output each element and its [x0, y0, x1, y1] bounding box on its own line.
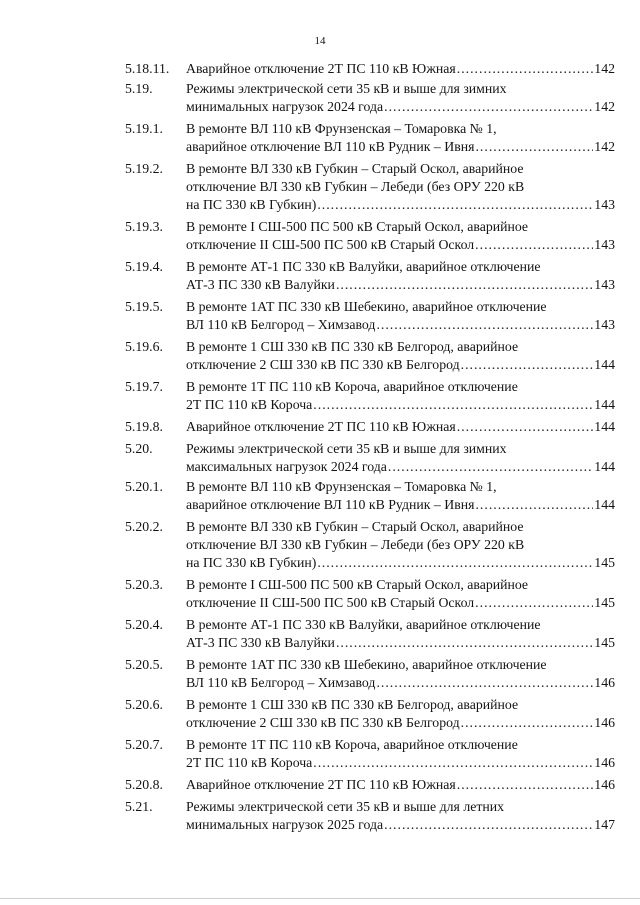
toc-entry-text [186, 418, 615, 436]
toc-entry[interactable] [125, 338, 615, 374]
toc-entry-text [186, 218, 615, 254]
toc-entry-title: В ремонте АТ-1 ПС 330 кВ Валуйки, аварийное отключение [186, 617, 541, 632]
toc-entry-text [186, 60, 615, 78]
toc-entry-title: Аварийное отключение 2Т ПС 110 кВ Южная [186, 777, 456, 792]
toc-entry-line [186, 440, 615, 458]
toc-entry-title: минимальных нагрузок 2024 года [186, 99, 384, 114]
toc-entry-text [186, 378, 615, 414]
toc-entry[interactable] [125, 616, 615, 652]
toc-entry-number: 5.19.8. [125, 419, 163, 434]
toc-leader-dots [336, 276, 593, 294]
toc-entry[interactable] [125, 736, 615, 772]
toc-entry-line [186, 138, 615, 156]
toc-entry-line [186, 634, 615, 652]
toc-entry-number: 5.19. [125, 81, 153, 96]
toc-entry-line [186, 776, 615, 794]
toc-entry[interactable] [125, 776, 615, 794]
toc-leader-dots [461, 714, 594, 732]
toc-entry-number: 5.19.3. [125, 219, 163, 234]
page-number: 14 [314, 35, 326, 47]
toc-leader-dots [376, 674, 593, 692]
toc-entry-line [186, 80, 615, 98]
toc-leader-dots [457, 418, 594, 436]
toc-entry-number: 5.19.6. [125, 339, 163, 354]
toc-entry-line [186, 496, 615, 514]
toc-entry[interactable] [125, 298, 615, 334]
toc-leader-dots [475, 594, 593, 612]
toc-page-number: 144 [594, 459, 615, 474]
toc-entry-title: В ремонте I СШ-500 ПС 500 кВ Старый Оскол, аварийное [186, 577, 529, 592]
toc-entry-line [186, 276, 615, 294]
toc-entry[interactable] [125, 518, 615, 572]
toc-entry-number: 5.19.1. [125, 121, 163, 136]
toc-entry-title: аварийное отключение ВЛ 110 кВ Рудник – Ивня [186, 139, 475, 154]
toc-entry[interactable] [125, 258, 615, 294]
toc-page-number: 146 [594, 675, 615, 690]
toc-entry-number: 5.20.2. [125, 519, 163, 534]
toc-entry-title: В ремонте ВЛ 330 кВ Губкин – Старый Оскол, аварийное [186, 161, 524, 176]
toc-entry-line [186, 60, 615, 78]
toc-page-number: 142 [594, 61, 615, 76]
toc-page-number: 146 [594, 755, 615, 770]
toc-entry[interactable] [125, 418, 615, 436]
toc-entry-line [186, 554, 615, 572]
toc-entry-title: на ПС 330 кВ Губкин) [186, 555, 317, 570]
toc-entry[interactable] [125, 440, 615, 476]
toc-entry-title: отключение 2 СШ 330 кВ ПС 330 кВ Белгород [186, 715, 460, 730]
toc-entry-title: отключение ВЛ 330 кВ Губкин – Лебеди (без ОРУ 220 кВ [186, 179, 525, 194]
toc-entry-line [186, 396, 615, 414]
toc-entry[interactable] [125, 120, 615, 156]
toc-entry-number: 5.19.5. [125, 299, 163, 314]
toc-leader-dots [475, 496, 593, 514]
toc-entry-text [186, 736, 615, 772]
toc-entry-number: 5.20.4. [125, 617, 163, 632]
toc-leader-dots [475, 236, 593, 254]
toc-entry-title: Режимы электрической сети 35 кВ и выше для зимних [186, 441, 507, 456]
toc-entry-text [186, 80, 615, 116]
toc-entry-text [186, 576, 615, 612]
toc-page-number: 144 [594, 419, 615, 434]
toc-entry[interactable] [125, 798, 615, 834]
toc-entry-title: Аварийное отключение 2Т ПС 110 кВ Южная [186, 61, 456, 76]
toc-leader-dots [317, 196, 593, 214]
toc-entry[interactable] [125, 160, 615, 214]
toc-entry-title: Аварийное отключение 2Т ПС 110 кВ Южная [186, 419, 456, 434]
toc-entry-line [186, 518, 615, 536]
toc-entry-line [186, 258, 615, 276]
toc-entry-line [186, 536, 615, 554]
toc-entry-text [186, 120, 615, 156]
toc-entry[interactable] [125, 696, 615, 732]
toc-entry-line [186, 178, 615, 196]
toc-entry-line [186, 316, 615, 334]
toc-leader-dots [376, 316, 593, 334]
toc-entry-line [186, 236, 615, 254]
toc-entry-number: 5.20.8. [125, 777, 163, 792]
toc-entry-number: 5.19.2. [125, 161, 163, 176]
toc-entry-title: Режимы электрической сети 35 кВ и выше для летних [186, 799, 505, 814]
toc-entry-title: В ремонте 1АТ ПС 330 кВ Шебекино, аварийное отключение [186, 657, 547, 672]
toc-page-number: 145 [594, 595, 615, 610]
toc-page-number: 142 [594, 139, 615, 154]
toc-entry-number: 5.20.3. [125, 577, 163, 592]
toc-entry-line [186, 356, 615, 374]
toc-page-number: 143 [594, 277, 615, 292]
toc-entry-line [186, 714, 615, 732]
toc-entry-line [186, 816, 615, 834]
toc-leader-dots [384, 98, 593, 116]
toc-entry-title: отключение II СШ-500 ПС 500 кВ Старый Оскол [186, 237, 475, 252]
toc-entry[interactable] [125, 576, 615, 612]
toc-entry-title: В ремонте 1 СШ 330 кВ ПС 330 кВ Белгород, аварийное [186, 339, 519, 354]
toc-leader-dots [461, 356, 594, 374]
toc-entry-title: 2Т ПС 110 кВ Короча [186, 397, 313, 412]
toc-entry-line [186, 196, 615, 214]
toc-entry-line [186, 576, 615, 594]
toc-entry-title: отключение II СШ-500 ПС 500 кВ Старый Оскол [186, 595, 475, 610]
toc-page-number: 144 [594, 357, 615, 372]
toc-entry-title: отключение ВЛ 330 кВ Губкин – Лебеди (без ОРУ 220 кВ [186, 537, 525, 552]
toc-entry-line [186, 674, 615, 692]
toc-entry-title: В ремонте ВЛ 110 кВ Фрунзенская – Томаровка № 1, [186, 121, 497, 136]
toc-page-number: 144 [594, 397, 615, 412]
toc-leader-dots [313, 754, 593, 772]
toc-entry-line [186, 378, 615, 396]
toc-entry-title: В ремонте 1АТ ПС 330 кВ Шебекино, аварийное отключение [186, 299, 547, 314]
toc-entry-line [186, 458, 615, 476]
toc-entry-line [186, 656, 615, 674]
toc-entry-title: отключение 2 СШ 330 кВ ПС 330 кВ Белгород [186, 357, 460, 372]
toc-entry-number: 5.20.6. [125, 697, 163, 712]
toc-entry-number: 5.20.7. [125, 737, 163, 752]
toc-entry-line [186, 98, 615, 116]
toc-entry-title: 2Т ПС 110 кВ Короча [186, 755, 313, 770]
toc-entry-number: 5.18.11. [125, 61, 170, 76]
toc-entry-text [186, 616, 615, 652]
toc-entry-title: минимальных нагрузок 2025 года [186, 817, 384, 832]
toc-entry-number: 5.19.7. [125, 379, 163, 394]
toc-page-number: 146 [594, 715, 615, 730]
toc-page-number: 144 [594, 497, 615, 512]
toc-entry-title: Режимы электрической сети 35 кВ и выше для зимних [186, 81, 507, 96]
toc-entry-title: В ремонте I СШ-500 ПС 500 кВ Старый Оскол, аварийное [186, 219, 529, 234]
toc-entry[interactable] [125, 478, 615, 514]
toc-entry-text [186, 258, 615, 294]
toc-entry-title: ВЛ 110 кВ Белгород – Химзавод [186, 675, 376, 690]
toc-entry-text [186, 298, 615, 334]
toc-entry-number: 5.19.4. [125, 259, 163, 274]
toc-entry-title: АТ-3 ПС 330 кВ Валуйки [186, 635, 335, 650]
toc-entry-text [186, 160, 615, 214]
toc-entry-title: В ремонте 1Т ПС 110 кВ Короча, аварийное отключение [186, 737, 518, 752]
toc-entry-line [186, 120, 615, 138]
toc-entry-title: В ремонте ВЛ 110 кВ Фрунзенская – Томаровка № 1, [186, 479, 497, 494]
toc-entry-title: максимальных нагрузок 2024 года [186, 459, 387, 474]
toc-entry-title: на ПС 330 кВ Губкин) [186, 197, 317, 212]
toc-entry[interactable] [125, 60, 615, 78]
toc-entry-number: 5.20.5. [125, 657, 163, 672]
toc-entry[interactable] [125, 378, 615, 414]
toc-leader-dots [457, 776, 594, 794]
toc-entry[interactable] [125, 218, 615, 254]
toc-entry-line [186, 594, 615, 612]
toc-leader-dots [313, 396, 593, 414]
toc-entry-title: В ремонте ВЛ 330 кВ Губкин – Старый Оскол, аварийное [186, 519, 524, 534]
toc-page-number: 143 [594, 317, 615, 332]
table-of-contents [125, 60, 615, 838]
toc-entry-text [186, 696, 615, 732]
toc-entry-line [186, 338, 615, 356]
toc-entry-line [186, 754, 615, 772]
toc-page-number: 145 [594, 555, 615, 570]
toc-entry-title: В ремонте 1Т ПС 110 кВ Короча, аварийное отключение [186, 379, 518, 394]
toc-entry-line [186, 298, 615, 316]
toc-entry-title: В ремонте 1 СШ 330 кВ ПС 330 кВ Белгород, аварийное [186, 697, 519, 712]
toc-entry-line [186, 160, 615, 178]
toc-entry-text [186, 776, 615, 794]
toc-entry-title: аварийное отключение ВЛ 110 кВ Рудник – Ивня [186, 497, 475, 512]
toc-entry[interactable] [125, 80, 615, 116]
toc-leader-dots [336, 634, 593, 652]
toc-entry-text [186, 656, 615, 692]
toc-entry-number: 5.20. [125, 441, 153, 456]
toc-entry-line [186, 696, 615, 714]
toc-leader-dots [388, 458, 593, 476]
toc-leader-dots [317, 554, 593, 572]
toc-page-number: 142 [594, 99, 615, 114]
toc-entry-text [186, 440, 615, 476]
toc-entry-line [186, 798, 615, 816]
toc-entry-text [186, 338, 615, 374]
toc-entry-text [186, 518, 615, 572]
toc-leader-dots [384, 816, 593, 834]
toc-page-number: 146 [594, 777, 615, 792]
toc-entry-title: ВЛ 110 кВ Белгород – Химзавод [186, 317, 376, 332]
toc-entry-line [186, 478, 615, 496]
toc-leader-dots [475, 138, 593, 156]
toc-entry[interactable] [125, 656, 615, 692]
toc-entry-line [186, 418, 615, 436]
toc-entry-line [186, 736, 615, 754]
toc-entry-text [186, 798, 615, 834]
toc-entry-line [186, 616, 615, 634]
toc-entry-title: АТ-3 ПС 330 кВ Валуйки [186, 277, 335, 292]
toc-page-number: 143 [594, 197, 615, 212]
toc-entry-number: 5.20.1. [125, 479, 163, 494]
toc-page-number: 145 [594, 635, 615, 650]
toc-page-number: 147 [594, 817, 615, 832]
toc-entry-title: В ремонте АТ-1 ПС 330 кВ Валуйки, аварийное отключение [186, 259, 541, 274]
toc-entry-number: 5.21. [125, 799, 153, 814]
toc-page-number: 143 [594, 237, 615, 252]
toc-entry-text [186, 478, 615, 514]
toc-leader-dots [457, 60, 594, 78]
toc-entry-line [186, 218, 615, 236]
page-bottom-edge [0, 898, 640, 899]
